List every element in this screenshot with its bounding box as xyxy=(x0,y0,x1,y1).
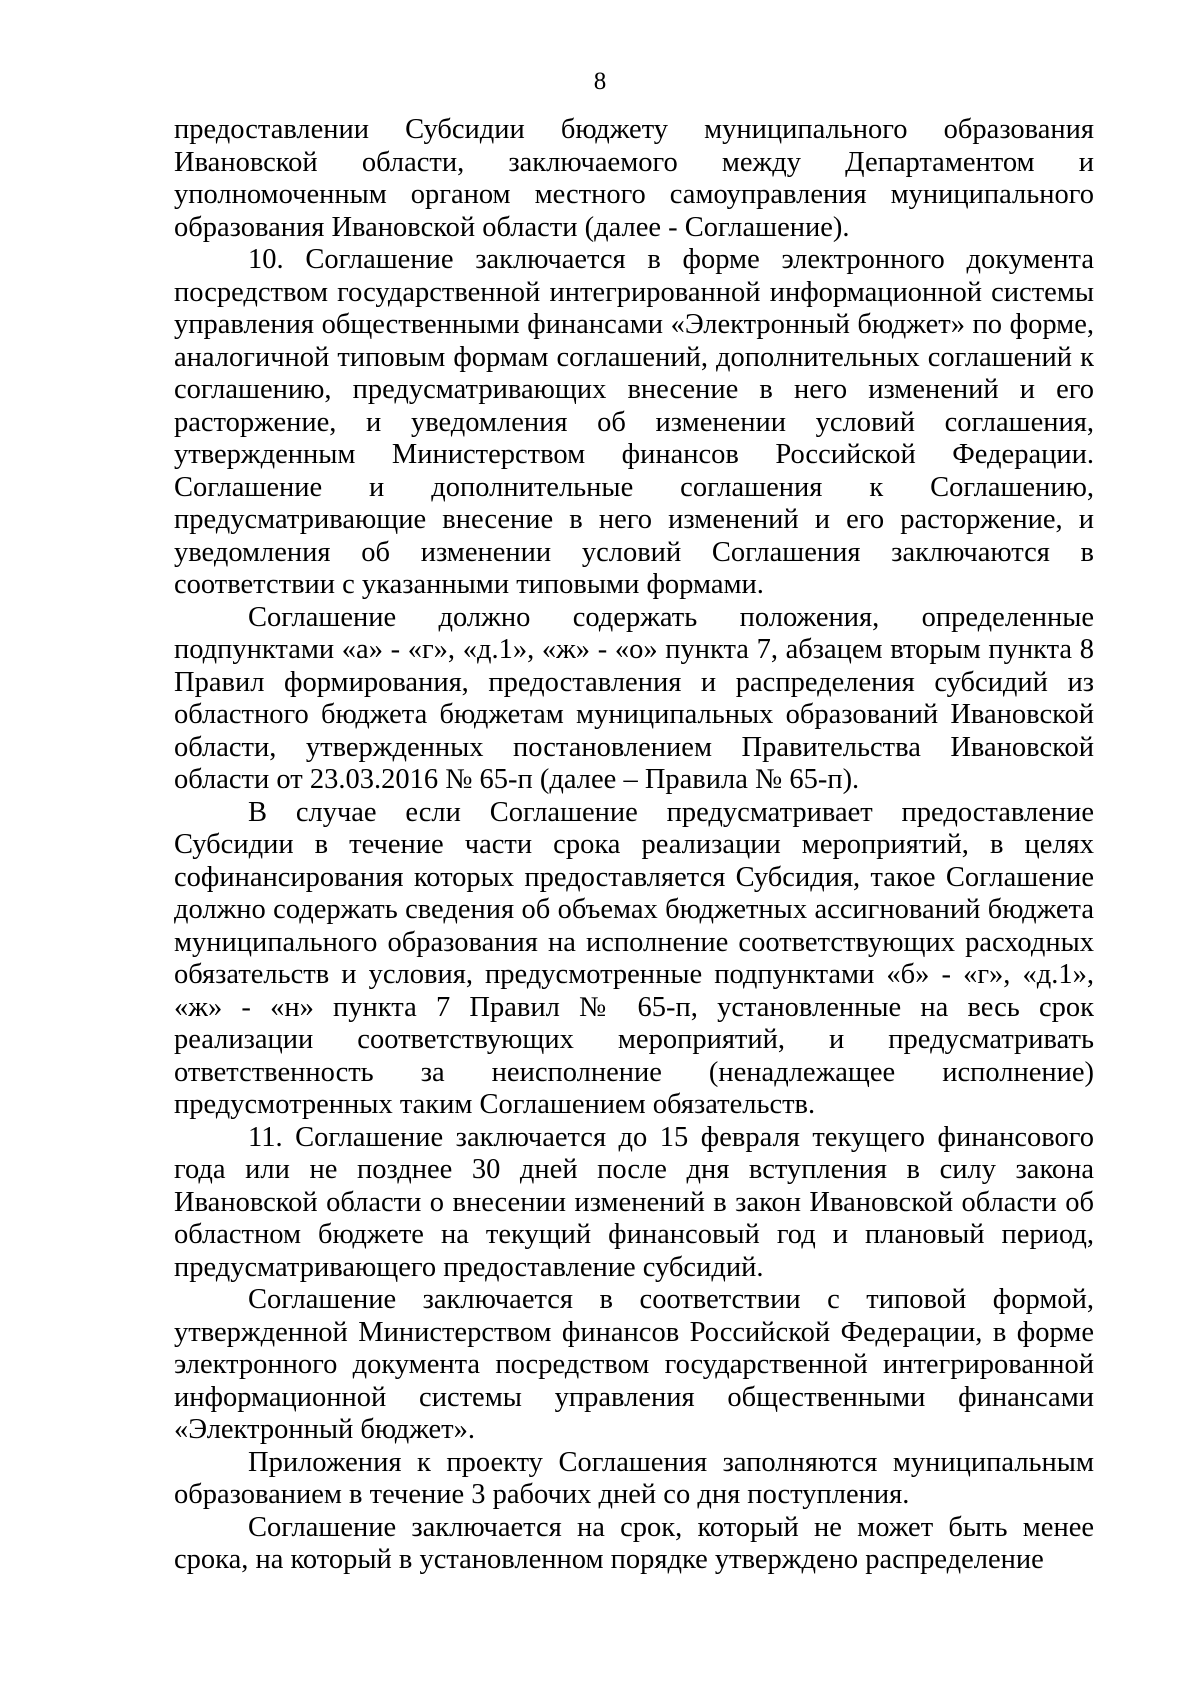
paragraph-continuation: предоставлении Субсидии бюджету муниципального образования Ивановской области, заключаемого между Департаментом и уполномоченным органом местного самоуправления муниципального образования Ивановской области (далее - Соглашение). xyxy=(174,114,1094,243)
paragraph-agreement-provisions: Соглашение должно содержать положения, определенные подпунктами «а» - «г», «д.1», «ж» - «о» пункта 7, абзацем вторым пункта 8 Правил формирования, предоставления и распределения субсидий из областного бюджета бюджетам муниципальных образований Ивановской области, утвержденных постановлением Правительства Ивановской области от 23.03.2016 № 65-п (далее – Правила № 65-п). xyxy=(174,601,1094,795)
paragraph-standard-form: Соглашение заключается в соответствии с типовой формой, утвержденной Министерством финансов Российской Федерации, в форме электронного документа посредством государственной интегрированной информационной системы управления общественными финансами «Электронный бюджет». xyxy=(174,1284,1094,1445)
document-body xyxy=(174,114,1094,1577)
paragraph-agreement-term: Соглашение заключается на срок, который не может быть менее срока, на который в установленном порядке утверждено распределение xyxy=(174,1511,1094,1575)
paragraph-partial-term: В случае если Соглашение предусматривает предоставление Субсидии в течение части срока реализации мероприятий, в целях софинансирования которых предоставляется Субсидия, такое Соглашение должно содержать сведения об объемах бюджетных ассигнований бюджета муниципального образования на исполнение соответствующих расходных обязательств и условия, предусмотренные подпунктами «б» - «г», «д.1», «ж» - «н» пункта 7 Правил № 65-п, установленные на весь срок реализации соответствующих мероприятий, и предусматривать ответственность за неисполнение (ненадлежащее исполнение) предусмотренных таким Соглашением обязательств. xyxy=(174,796,1094,1120)
paragraph-appendices: Приложения к проекту Соглашения заполняются муниципальным образованием в течение 3 рабочих дней со дня поступления. xyxy=(174,1446,1094,1510)
page-number: 8 xyxy=(593,68,607,95)
paragraph-item-11: 11. Соглашение заключается до 15 февраля текущего финансового года или не позднее 30 дней после дня вступления в силу закона Ивановской области о внесении изменений в закон Ивановской области об областном бюджете на текущий финансовый год и плановый период, предусматривающего предоставление субсидий. xyxy=(174,1121,1094,1283)
paragraph-item-10: 10. Соглашение заключается в форме электронного документа посредством государственной интегрированной информационной системы управления общественными финансами «Электронный бюджет» по форме, аналогичной типовым формам соглашений, дополнительных соглашений к соглашению, предусматривающих внесение в него изменений и его расторжение, и уведомления об изменении условий соглашения, утвержденным Министерством финансов Российской Федерации. Соглашение и дополнительные соглашения к Соглашению, предусматривающие внесение в него изменений и его расторжение, и уведомления об изменении условий Соглашения заключаются в соответствии с указанными типовыми формами. xyxy=(174,244,1094,600)
